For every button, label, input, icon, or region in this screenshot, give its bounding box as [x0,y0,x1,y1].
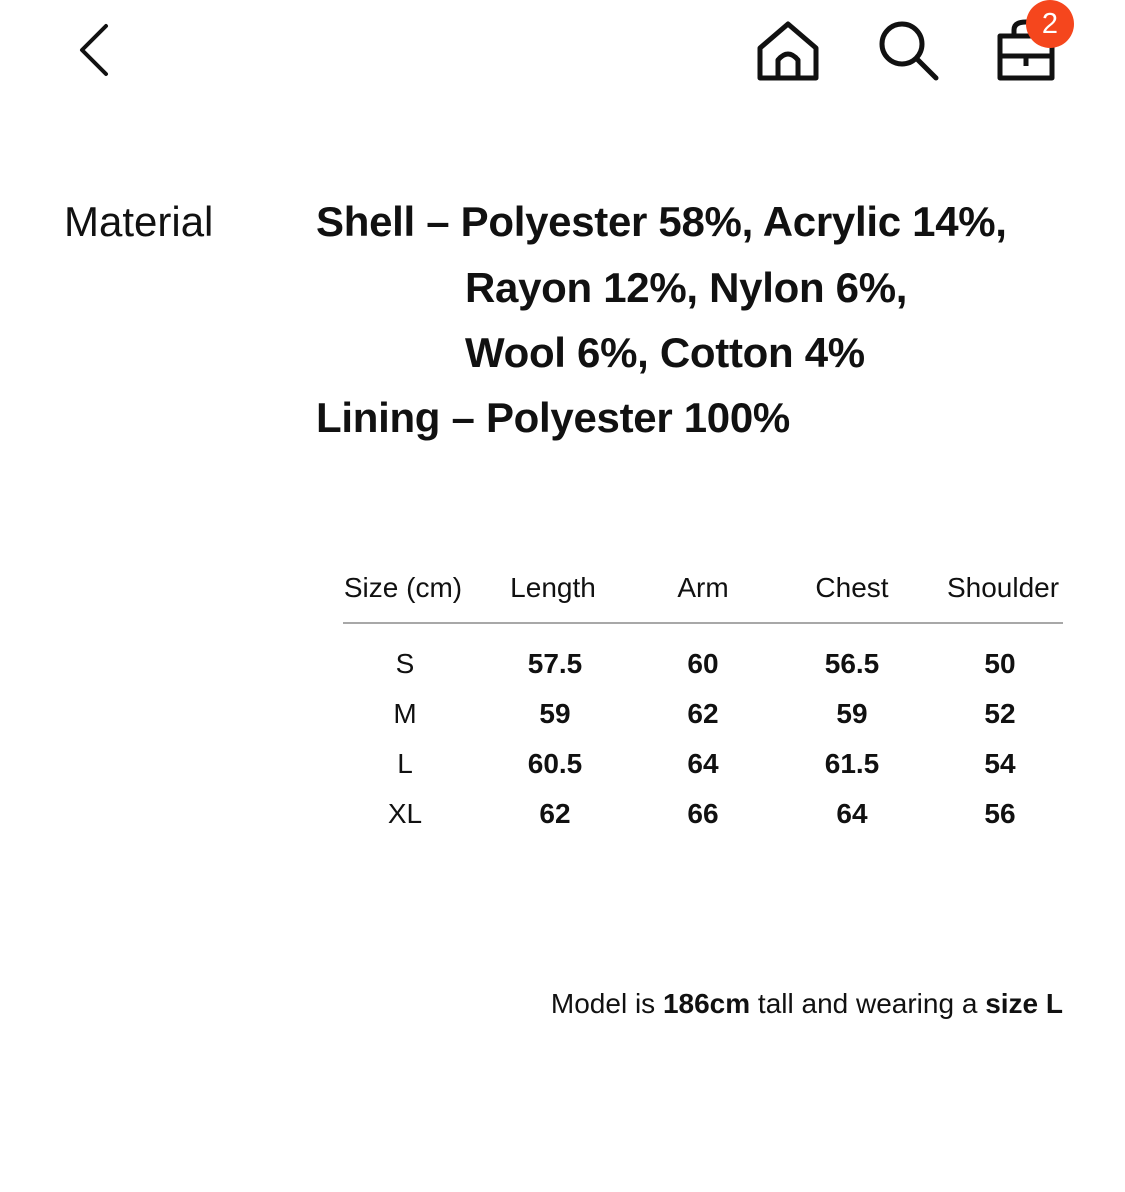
table-cell-arm: 64 [687,748,719,779]
table-cell-shoulder: 54 [984,748,1016,779]
table-cell-shoulder: 56 [984,798,1016,829]
column-header-arm: Arm [677,572,729,603]
home-button[interactable] [752,14,824,86]
cart-count-badge: 2 [1026,0,1074,48]
table-cell-size: XL [387,798,423,829]
table-cell-arm: 60 [687,648,719,679]
model-note-prefix: Model is [550,988,663,1019]
table-cell-shoulder: 50 [984,648,1016,679]
back-button[interactable] [62,18,126,82]
material-line: Lining – Polyester 100% [316,394,790,441]
table-cell-size: M [393,698,417,729]
material-line: Shell – Polyester 58%, Acrylic 14%, [316,198,1007,245]
model-note [551,984,1063,1024]
column-header-shoulder: Shoulder [946,572,1060,603]
table-cell-shoulder: 52 [984,698,1016,729]
table-cell-size: L [397,748,413,779]
material-label: Material [64,198,214,245]
search-icon [872,14,944,86]
table-cell-length: 60.5 [527,748,583,779]
column-header-size: Size (cm) [343,572,463,603]
search-button[interactable] [872,14,944,86]
column-header-length: Length [510,572,596,603]
table-cell-arm: 62 [687,698,719,729]
model-height: 186cm [662,988,751,1019]
table-cell-arm: 66 [687,798,719,829]
table-cell-length: 59 [539,698,571,729]
table-cell-length: 62 [539,798,571,829]
table-cell-chest: 64 [836,798,868,829]
model-note-middle: tall and wearing a [750,988,986,1019]
table-cell-chest: 61.5 [824,748,880,779]
column-header-chest: Chest [815,572,889,603]
material-line: Wool 6%, Cotton 4% [465,329,865,376]
table-cell-chest: 59 [836,698,868,729]
table-cell-length: 57.5 [527,648,583,679]
table-cell-size: S [395,648,415,679]
chevron-left-icon [62,18,126,82]
table-cell-chest: 56.5 [824,648,880,679]
material-line: Rayon 12%, Nylon 6%, [465,264,908,311]
table-divider [343,622,1063,624]
model-size: size L [985,988,1063,1019]
home-icon [752,14,824,86]
